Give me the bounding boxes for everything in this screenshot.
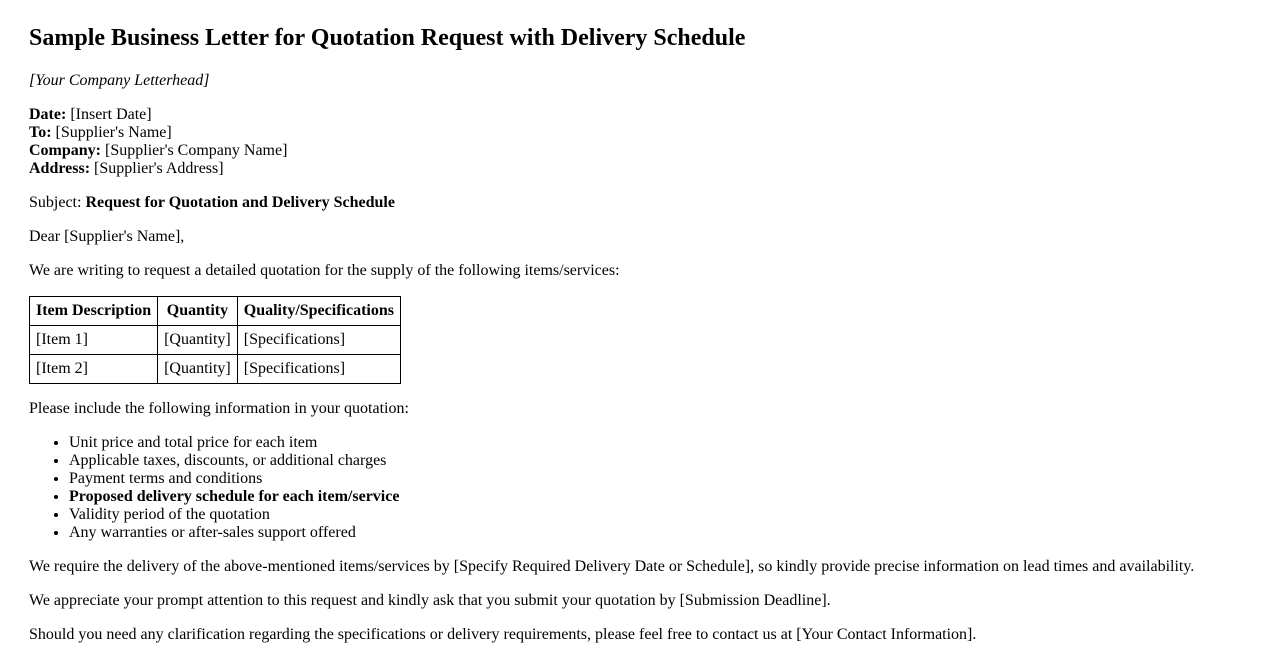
table-header-row — [30, 297, 401, 326]
table-cell-quantity: [Quantity] — [158, 355, 238, 384]
list-item-delivery-schedule: • Proposed delivery schedule for each item/service — [69, 488, 1248, 506]
meta-value-date: [Insert Date] — [70, 106, 152, 123]
quotation-requirements-list — [29, 434, 1248, 542]
subject-label: Subject: — [29, 194, 82, 211]
table-row — [30, 355, 401, 384]
meta-value-company: [Supplier's Company Name] — [105, 142, 288, 159]
list-item: • Validity period of the quotation — [69, 506, 1248, 524]
submission-deadline-paragraph: We appreciate your prompt attention to this request and kindly ask that you submit your quotation by [Submission Deadline]. — [29, 592, 831, 609]
header-quality-specifications: Quality/Specifications — [237, 297, 400, 326]
page-title: Sample Business Letter for Quotation Request with Delivery Schedule — [29, 25, 746, 51]
letterhead-placeholder: [Your Company Letterhead] — [29, 72, 210, 89]
meta-label-company: Company: — [29, 142, 102, 159]
header-item-description: Item Description — [30, 297, 158, 326]
table-cell-quantity: [Quantity] — [158, 326, 238, 355]
recipient-meta-block — [29, 106, 1248, 178]
table-row — [30, 326, 401, 355]
list-item: • Any warranties or after-sales support offered — [69, 524, 1248, 542]
items-table — [29, 296, 401, 384]
table-cell-specifications: [Specifications] — [237, 326, 400, 355]
meta-label-date: Date: — [29, 106, 67, 123]
table-cell-specifications: [Specifications] — [237, 355, 400, 384]
meta-value-to: [Supplier's Name] — [55, 124, 172, 141]
table-cell-item: [Item 2] — [30, 355, 158, 384]
list-item: • Unit price and total price for each item — [69, 434, 1248, 452]
contact-clarification-paragraph: Should you need any clarification regarding the specifications or delivery requirements, please feel free to contact us at [Your Contact Information]. — [29, 626, 977, 643]
meta-label-address: Address: — [29, 160, 91, 177]
intro-paragraph: We are writing to request a detailed quotation for the supply of the following items/services: — [29, 262, 620, 279]
greeting: Dear [Supplier's Name], — [29, 228, 185, 245]
meta-label-to: To: — [29, 124, 52, 141]
list-item: • Applicable taxes, discounts, or additional charges — [69, 452, 1248, 470]
subject-value: Request for Quotation and Delivery Schedule — [85, 194, 395, 211]
meta-value-address: [Supplier's Address] — [94, 160, 224, 177]
header-quantity: Quantity — [158, 297, 238, 326]
table-cell-item: [Item 1] — [30, 326, 158, 355]
list-item: • Payment terms and conditions — [69, 470, 1248, 488]
subject-line — [29, 194, 1248, 212]
list-intro-paragraph: Please include the following information in your quotation: — [29, 400, 409, 417]
delivery-requirement-paragraph: We require the delivery of the above-mentioned items/services by [Specify Required Delivery Date or Schedule], so kindly provide precise information on lead times and availability. — [29, 558, 1195, 575]
